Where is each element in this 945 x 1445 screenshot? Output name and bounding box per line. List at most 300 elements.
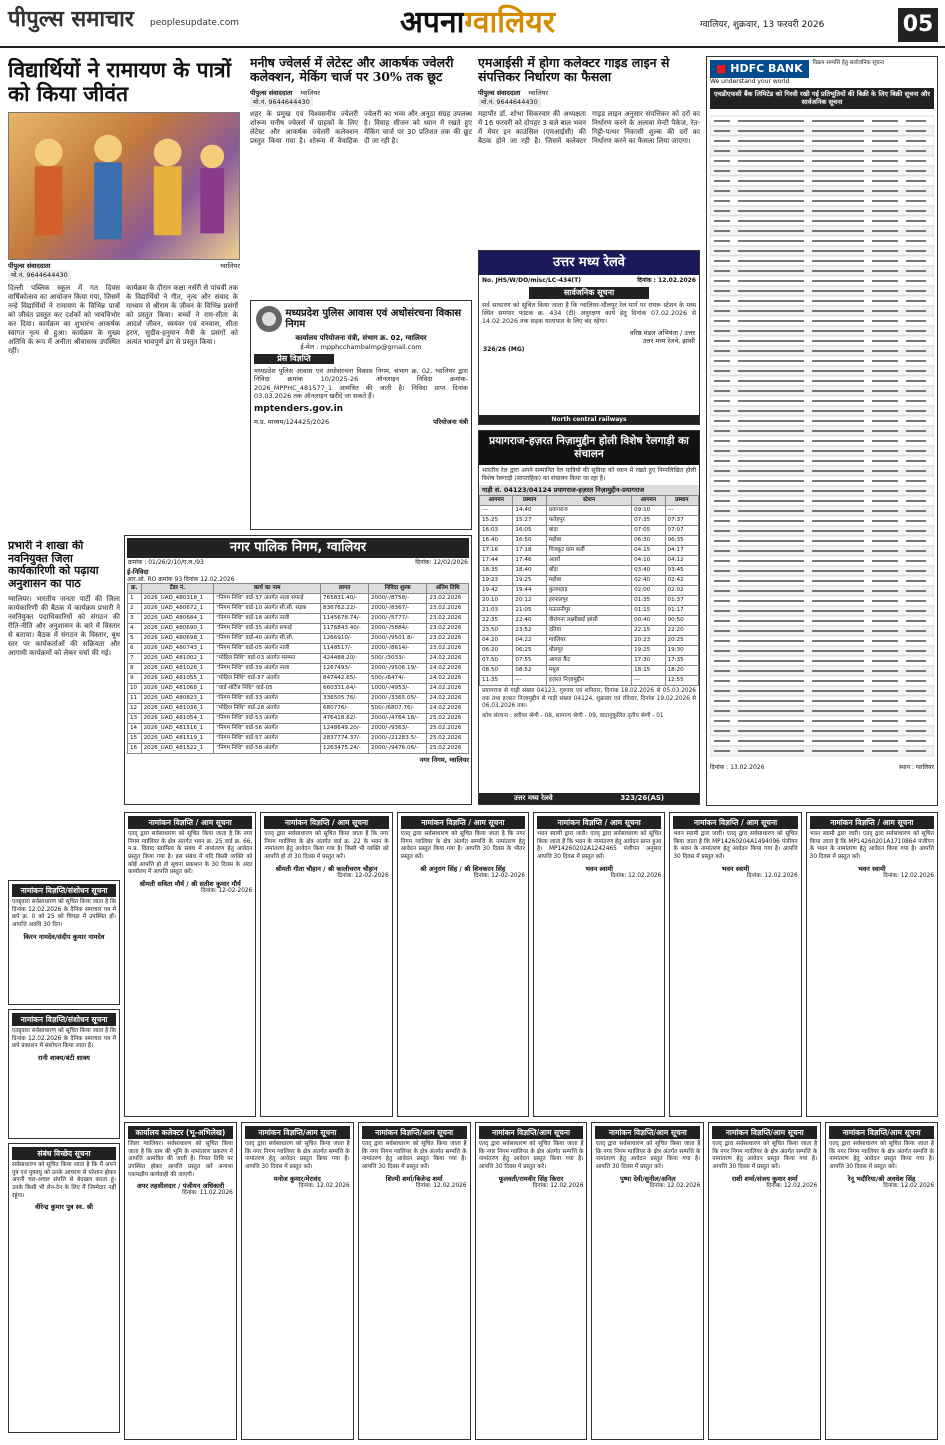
table-cell: 24.02.2026	[427, 694, 469, 704]
table-cell: 24.02.2026	[427, 654, 469, 664]
notice-title: नामांकन विज्ञप्ति/आम सूचना	[595, 1126, 700, 1139]
hdfc-table-text-line	[714, 560, 730, 562]
newspaper-logo: पीपुल्स समाचार	[8, 6, 134, 32]
hdfc-table-text-line	[872, 240, 898, 242]
notice-title: नामांकन विज्ञप्ति/संशोधन सूचना	[12, 1013, 116, 1026]
notice-body: सर्वसाधारण को सूचित किया जाता है कि मैं अपने पुत्र एवं पुत्रवधु को उनके आचरण से परेशान होकर अपनी चल-अचल संपत्ति से बेदखल करता हूं। उनके किसी भी लेन-देन के लिए मैं जिम्मेदार नहीं रहूंगा।	[12, 1162, 116, 1199]
classified-notice	[124, 812, 256, 1117]
notice-title: नामांकन विज्ञप्ति/आम सूचना	[712, 1126, 817, 1139]
hdfc-table-text-line	[872, 730, 898, 732]
hdfc-table-text-line	[906, 700, 926, 702]
hdfc-table-text-line	[872, 210, 898, 212]
hdfc-table-text-line	[738, 140, 804, 142]
table-cell: महोबा	[546, 575, 631, 585]
table-cell: 2026_UAD_481054_1	[141, 714, 214, 724]
notice-body: एतद् द्वारा सर्वसाधारण को सूचित किया जाता है कि नगर निगम ग्वालियर के क्षेत्र अंतर्गत सम्पत्ति के नामांतरण हेतु आवेदन प्रस्तुत किया गया है। आपत्ति 30 दिवस में प्रस्तुत करें।	[478, 1141, 584, 1170]
table-row	[480, 525, 699, 535]
table-cell: 23.02.2026	[427, 614, 469, 624]
hdfc-table-text-line	[714, 330, 730, 332]
table-cell: प्रयागराज	[546, 505, 631, 515]
table-cell: 4	[128, 624, 142, 634]
table-cell: 01:35	[632, 595, 665, 605]
hdfc-table-text-line	[738, 380, 804, 382]
hdfc-table-text-line	[738, 710, 804, 712]
table-cell: 04:10	[632, 555, 665, 565]
table-row	[128, 674, 469, 684]
table-cell: 500/-/6474/-	[368, 674, 426, 684]
hdfc-table-text-line	[738, 450, 804, 452]
hdfc-table-text-line	[906, 450, 926, 452]
table-cell: 08:50	[480, 665, 513, 675]
hdfc-table-text-line	[714, 500, 730, 502]
hdfc-table-text-line	[872, 380, 898, 382]
hdfc-table-text-line	[738, 240, 804, 242]
classified-notice	[397, 812, 529, 1117]
table-cell: 06:35	[665, 535, 698, 545]
hdfc-table-text-line	[738, 600, 804, 602]
hdfc-table-text-line	[812, 230, 864, 232]
notice-signatory: श्री अनुराग सिंह / श्री शिवकरन सिंह	[420, 864, 506, 873]
hdfc-table-text-line	[872, 720, 898, 722]
table-header-cell: प्रस्थान	[513, 495, 546, 505]
hdfc-table-text-line	[812, 540, 864, 542]
hdfc-table-text-line	[906, 740, 926, 742]
hdfc-table-text-line	[872, 270, 898, 272]
notice-title: नामांकन विज्ञप्ति/आम सूचना	[479, 1126, 584, 1139]
hdfc-table-text-line	[738, 640, 804, 642]
notice-date: दिनांक: 12.02.2026	[883, 1182, 935, 1189]
hdfc-table-text-line	[714, 680, 730, 682]
table-cell: 2000/-/4764.18/-	[368, 714, 426, 724]
hdfc-table-text-line	[906, 670, 926, 672]
notice-signatory: परियोजना यंत्री	[433, 417, 468, 426]
table-cell: "निगम निधि" वार्ड-35 अंतर्गत सफाई	[214, 624, 321, 634]
notice-body: भवन स्वामी द्वारा जारी। एतद् द्वारा सर्वसाधारण को सूचित किया जाता है कि भवन के नामांतरण हेतु आवेदन प्राप्त हुआ है। MP14260202A1242465 पंजीयन अनुसार आपत्ति 30 दिवस में प्रस्तुत करें।	[536, 831, 662, 860]
hdfc-table-text-line	[906, 650, 926, 652]
table-header-cell: निविदा शुल्क	[368, 584, 426, 594]
hdfc-table-text-line	[738, 730, 804, 732]
press-label: प्रेस विज्ञप्ति	[254, 354, 334, 364]
hdfc-table-text-line	[906, 430, 926, 432]
hdfc-table-text-line	[738, 170, 804, 172]
table-row	[480, 675, 699, 685]
hdfc-table-text-line	[714, 260, 730, 262]
hdfc-table-text-line	[812, 270, 864, 272]
hdfc-table-text-line	[872, 470, 898, 472]
hdfc-table-text-line	[872, 560, 898, 562]
table-row	[480, 635, 699, 645]
hdfc-table-text-line	[714, 390, 730, 392]
classified-notice	[806, 812, 938, 1117]
hdfc-table-text-line	[714, 740, 730, 742]
notice-title: नामांकन विज्ञप्ति/संशोधन सूचना	[12, 884, 116, 897]
table-row	[128, 644, 469, 654]
hdfc-table-text-line	[906, 690, 926, 692]
table-cell: 1267493/-	[321, 664, 369, 674]
table-cell: 07:55	[513, 655, 546, 665]
tender-title: ई-निविदा	[127, 567, 149, 576]
hdfc-table-text-line	[872, 740, 898, 742]
table-cell: हरपालपुर	[546, 595, 631, 605]
rail-header: उत्तर मध्य रेलवे	[479, 251, 699, 275]
hdfc-table-text-line	[872, 250, 898, 252]
tender-table	[127, 583, 469, 754]
hdfc-table-text-line	[872, 230, 898, 232]
table-cell: 500/-/3033/-	[368, 654, 426, 664]
table-cell: 24.02.2026	[427, 684, 469, 694]
classified-notice	[669, 812, 801, 1117]
table-row	[128, 634, 469, 644]
reporter-mobile: मो.नं. 9644644430	[8, 270, 71, 280]
hdfc-table-text-line	[872, 690, 898, 692]
hdfc-table-text-line	[738, 750, 804, 752]
hdfc-table-text-line	[906, 370, 926, 372]
hdfc-table-text-line	[738, 340, 804, 342]
table-cell: "मोहिल निधि" वार्ड-03 अंतर्गत मरम्मत	[214, 654, 321, 664]
hdfc-notice-body-graphic	[710, 112, 934, 762]
hdfc-table-text-line	[714, 700, 730, 702]
hdfc-table-text-line	[812, 570, 864, 572]
hdfc-table-text-line	[812, 280, 864, 282]
table-cell: 1266910/-	[321, 634, 369, 644]
table-cell: "निगम निधि" वार्ड-37 अंतर्गत नाला सफाई	[214, 594, 321, 604]
notice-signatory: श्रीमती गीता चौहान / श्री कालीचरण चौहान	[275, 864, 378, 873]
notice-signatory: रानी शाक्य/बंटी शाक्य	[38, 1053, 90, 1062]
hdfc-table-text-line	[738, 460, 804, 462]
hdfc-table-text-line	[714, 610, 730, 612]
table-cell: 14	[128, 724, 142, 734]
table-cell: 19:44	[513, 585, 546, 595]
hdfc-table-text-line	[714, 200, 730, 202]
table-row	[480, 535, 699, 545]
table-cell: 3	[128, 614, 142, 624]
table-cell: 07:37	[665, 515, 698, 525]
hdfc-table-text-line	[714, 730, 730, 732]
hdfc-table-text-line	[738, 290, 804, 292]
table-cell: "निगम निधि" वार्ड-18 अंतर्गत नाली	[214, 614, 321, 624]
hdfc-table-text-line	[906, 420, 926, 422]
table-cell: 2000/-/5777/-	[368, 614, 426, 624]
hdfc-table-text-line	[738, 570, 804, 572]
table-cell: 04:17	[665, 545, 698, 555]
hdfc-table-text-line	[714, 690, 730, 692]
table-cell: 2026_UAD_481036_1	[141, 704, 214, 714]
table-cell: 25.02.2026	[427, 724, 469, 734]
hdfc-table-text-line	[872, 480, 898, 482]
table-cell: "वार्ड शॉर्टेज निधि" वार्ड-05	[214, 684, 321, 694]
table-cell: दतिया	[546, 625, 631, 635]
hdfc-table-text-line	[872, 340, 898, 342]
notice-signatory: फूलवती/रामवीर सिंह किरार	[498, 1174, 564, 1183]
table-row	[480, 665, 699, 675]
notice-signatory: भवन स्वामी	[585, 864, 613, 873]
notice-signatory: किरन नामदेव/संदीप कुमार नामदेव	[23, 932, 105, 941]
notice-date: दिनांक: 12.02.2026	[883, 872, 934, 879]
classified-notice	[358, 1122, 471, 1440]
hdfc-table-text-line	[906, 640, 926, 642]
hdfc-sale-notice	[706, 56, 938, 806]
table-cell: 12:55	[665, 675, 698, 685]
police-emblem-icon	[254, 304, 282, 334]
table-cell: ---	[480, 505, 513, 515]
hdfc-table-text-line	[738, 740, 804, 742]
hdfc-table-text-line	[872, 650, 898, 652]
hdfc-table-text-line	[738, 200, 804, 202]
table-cell: "निगम निधि" वार्ड-39 अंतर्गत नाला	[214, 664, 321, 674]
classified-notice	[825, 1122, 938, 1440]
hdfc-table-text-line	[738, 560, 804, 562]
classified-notice	[124, 1122, 237, 1440]
hdfc-table-text-line	[872, 310, 898, 312]
hdfc-table-text-line	[906, 520, 926, 522]
table-cell: 2026_UAD_481026_1	[141, 664, 214, 674]
hdfc-table-text-line	[872, 700, 898, 702]
table-row	[128, 614, 469, 624]
table-cell: 24.02.2026	[427, 664, 469, 674]
hdfc-table-text-line	[872, 520, 898, 522]
notice-code: म.प्र. माध्यम/124425/2026	[254, 417, 330, 426]
hdfc-table-text-line	[872, 400, 898, 402]
hdfc-table-text-line	[872, 450, 898, 452]
hdfc-table-text-line	[812, 600, 864, 602]
hdfc-table-text-line	[872, 350, 898, 352]
table-header-cell: अंतिम तिथि	[427, 584, 469, 594]
tender-site[interactable]: mptenders.gov.in	[254, 403, 344, 414]
table-cell: 07:50	[480, 655, 513, 665]
photo-city: ग्वालियर	[220, 262, 240, 271]
table-cell: 2026_UAD_480690_1	[141, 624, 214, 634]
notice-title: नामांकन विज्ञप्ति / आम सूचना	[264, 816, 388, 829]
hdfc-table-text-line	[812, 180, 864, 182]
table-cell: बाँदा	[546, 565, 631, 575]
hdfc-table-text-line	[906, 460, 926, 462]
table-cell: 23:50	[480, 625, 513, 635]
hdfc-table-text-line	[738, 300, 804, 302]
table-cell: 660331.64/-	[321, 684, 369, 694]
table-cell: 16	[128, 744, 142, 754]
notice-email[interactable]: ई-मेल : mpphcchambalmp@gmail.com	[300, 342, 422, 351]
hdfc-table-text-line	[714, 650, 730, 652]
notice-signatory: पुष्पा देवी/सुनील/अनिल	[620, 1174, 676, 1183]
table-row	[480, 615, 699, 625]
hdfc-table-text-line	[872, 620, 898, 622]
hdfc-table-text-line	[872, 200, 898, 202]
hdfc-table-text-line	[714, 490, 730, 492]
hdfc-table-text-line	[812, 680, 864, 682]
table-row	[128, 654, 469, 664]
hdfc-table-text-line	[872, 180, 898, 182]
hdfc-table-text-line	[906, 470, 926, 472]
table-cell: फतेहपुर	[546, 515, 631, 525]
table-header-cell: आगमन	[632, 495, 665, 505]
hdfc-table-text-line	[714, 300, 730, 302]
table-cell: 19:42	[480, 585, 513, 595]
table-cell: "मोहिल निधि" वार्ड-37 अंतर्गत	[214, 674, 321, 684]
hdfc-logo: ■ HDFC BANK	[710, 60, 809, 78]
notice-signatory: श्रीमती सविता मौर्य / श्री सतीश कुमार मौर्य	[139, 879, 241, 888]
table-header-cell: कार्य का नाम	[214, 584, 321, 594]
hdfc-table-text-line	[714, 520, 730, 522]
classified-notice	[241, 1122, 354, 1440]
hdfc-table-text-line	[714, 350, 730, 352]
table-cell: चित्रकूट धाम कर्वी	[546, 545, 631, 555]
hdfc-table-text-line	[812, 240, 864, 242]
hdfc-table-text-line	[738, 150, 804, 152]
table-cell: 03:40	[632, 565, 665, 575]
hdfc-table-text-line	[714, 530, 730, 532]
hdfc-table-text-line	[738, 120, 804, 122]
notice-date: दिनांक: 12.02.2026	[610, 872, 662, 879]
hdfc-table-text-line	[872, 570, 898, 572]
hdfc-table-text-line	[906, 340, 926, 342]
hdfc-table-text-line	[812, 320, 864, 322]
train-schedule-note: प्रयागराज से गाड़ी संख्या 04123, गुरुवार एवं शनिवार, दिनांक 18.02.2026 से 05.03.2026 तक तथा हज़रत निज़ामुद्दीन से गाड़ी संख्या 04124, शुक्रवार एवं रविवार, दिनांक 19.02.2026 से 06.03.2026 तक।	[482, 687, 696, 710]
hdfc-table-text-line	[812, 130, 864, 132]
hdfc-table-text-line	[714, 230, 730, 232]
story-body-col1: दिल्ली पब्लिक स्कूल में गत दिवस वार्षिकोत्सव का आयोजन किया गया, जिसमें नन्हे विद्यार्थियों ने रामायण के विभिन्न पात्रों को जीवंत प्रस्तुत कर दर्शकों को भावविभोर कर दिया। कार्यक्रम का शुभारंभ आकर्षक स्वागत नृत्य से हुआ। कार्यक्रम के मुख्य अतिथि के रूप में अनीता श्रीवास्तव उपस्थित रहीं।	[8, 283, 120, 356]
notice-body: भवन स्वामी द्वारा जारी। एतद् द्वारा सर्वसाधारण को सूचित किया जाता है कि MP14260201A1710864 पंजीयन के भवन के नामांतरण हेतु आवेदन किया गया है। आपत्ति 30 दिवस में प्रस्तुत करें।	[809, 831, 934, 860]
table-row	[480, 655, 699, 665]
hdfc-table-text-line	[872, 300, 898, 302]
hdfc-table-text-line	[906, 280, 926, 282]
hdfc-table-text-line	[714, 250, 730, 252]
table-cell: 2026_UAD_481516_1	[141, 724, 214, 734]
hdfc-table-text-line	[738, 410, 804, 412]
table-cell: 12	[128, 704, 142, 714]
notice-date: दिनांक: 12.02.2026	[415, 1182, 467, 1189]
story-mic	[478, 56, 700, 246]
table-row	[480, 605, 699, 615]
table-row	[128, 744, 469, 754]
hdfc-table-text-line	[714, 410, 730, 412]
hdfc-table-text-line	[812, 750, 864, 752]
notice-title: नामांकन विज्ञप्ति / आम सूचना	[673, 816, 797, 829]
table-row	[480, 575, 699, 585]
train-intro: भारतीय रेल द्वारा अपने सम्मानित रेल यात्रियों की सुविधा को ध्यान में रखते हुए निम्नलिखित होली विशेष रेलगाड़ी (साप्ताहिक) का संचालन किया जा रहा है।	[482, 467, 696, 483]
table-cell: 25.02.2026	[427, 714, 469, 724]
hdfc-table-text-line	[812, 120, 864, 122]
hdfc-table-text-line	[872, 640, 898, 642]
table-cell: 16:50	[513, 535, 546, 545]
hdfc-table-text-line	[906, 660, 926, 662]
hdfc-table-text-line	[714, 160, 730, 162]
hdfc-table-text-line	[812, 420, 864, 422]
table-cell: 23:52	[513, 625, 546, 635]
hdfc-table-text-line	[812, 660, 864, 662]
table-cell: 04:22	[513, 635, 546, 645]
hdfc-table-text-line	[872, 150, 898, 152]
hdfc-table-text-line	[738, 440, 804, 442]
classified-notice	[260, 812, 392, 1117]
notice-title: संबंध विच्छेद सूचना	[12, 1147, 116, 1160]
table-cell: 01:37	[665, 595, 698, 605]
table-cell: 11:35	[480, 675, 513, 685]
table-cell: 500/-/6807.76/-	[368, 704, 426, 714]
hdfc-table-text-line	[714, 580, 730, 582]
hdfc-table-text-line	[906, 400, 926, 402]
table-cell: 2026_UAD_480318_1	[141, 594, 214, 604]
notice-body: एतद्द्वारा सर्वसाधारण को सूचित किया जाता है कि दिनांक 12.02.2026 के दैनिक समाचार पत्र में छपे क्र. 0 को 25 को चिपडा में उपस्थित हों। आपत्ति अवधि 30 दिन।	[12, 899, 116, 928]
table-cell: कुलपहाड़	[546, 585, 631, 595]
hdfc-table-text-line	[906, 320, 926, 322]
notice-title: नामांकन विज्ञप्ति/आम सूचना	[829, 1126, 934, 1139]
hdfc-table-text-line	[738, 420, 804, 422]
notice-title: मध्यप्रदेश पुलिस आवास एवं अधोसंरचना विकास निगम	[285, 307, 462, 330]
hdfc-table-text-line	[738, 580, 804, 582]
hdfc-table-text-line	[714, 570, 730, 572]
hdfc-table-text-line	[812, 620, 864, 622]
train-footer	[479, 793, 699, 804]
table-row	[480, 645, 699, 655]
notice-date: दिनांक: 12.02.2026	[746, 872, 798, 879]
hdfc-table-text-line	[906, 580, 926, 582]
hdfc-table-text-line	[714, 170, 730, 172]
hdfc-table-text-line	[812, 290, 864, 292]
table-cell: 23.02.2026	[427, 604, 469, 614]
hdfc-table-text-line	[872, 390, 898, 392]
hdfc-table-text-line	[714, 220, 730, 222]
table-row	[128, 664, 469, 674]
table-cell: 02:00	[632, 585, 665, 595]
hdfc-table-text-line	[714, 430, 730, 432]
notice-date: दिनांक: 12.02.2026	[766, 1182, 818, 1189]
table-cell: 04:12	[665, 555, 698, 565]
table-cell: 24.02.2026	[427, 704, 469, 714]
tender-signatory: नगर निगम, ग्वालियर	[419, 756, 469, 765]
table-cell: 17:16	[480, 545, 513, 555]
notice-row-1	[124, 812, 938, 1117]
story-body: ग्वालियर। भारतीय जनता पार्टी की जिला कार्यकारिणी की बैठक में कार्यक्रम प्रभारी ने नवनियुक्त पदाधिकारियों को संगठन की रीति-नीति और अनुशासन के बारे में विस्तार से बताया। बैठक में संगठन के विस्तार, बूथ स्तर पर कार्यकर्ताओं की सक्रियता और आगामी कार्यक्रमों को लेकर चर्चा की गई।	[8, 594, 120, 658]
hdfc-table-text-line	[872, 490, 898, 492]
table-cell: धौलपुर	[546, 645, 631, 655]
hdfc-date: दिनांक : 13.02.2026	[710, 764, 765, 772]
hdfc-table-text-line	[738, 670, 804, 672]
table-row	[128, 714, 469, 724]
hdfc-table-text-line	[714, 460, 730, 462]
hdfc-table-text-line	[812, 190, 864, 192]
hdfc-table-text-line	[738, 660, 804, 662]
hdfc-table-text-line	[872, 220, 898, 222]
hdfc-table-text-line	[812, 140, 864, 142]
hdfc-table-text-line	[738, 190, 804, 192]
hdfc-table-text-line	[872, 630, 898, 632]
rail-footer: North central railways	[479, 415, 699, 425]
hdfc-table-text-line	[812, 150, 864, 152]
hdfc-table-text-line	[714, 670, 730, 672]
hdfc-table-text-line	[812, 330, 864, 332]
table-cell: 2000/-/21283.5/-	[368, 734, 426, 744]
name-change-notice-2	[8, 1009, 120, 1139]
table-cell: अतर्रा	[546, 555, 631, 565]
table-row	[128, 694, 469, 704]
table-cell: 1000/-/4953/-	[368, 684, 426, 694]
website-link[interactable]: peoplesupdate.com	[150, 18, 239, 28]
table-cell: 23.02.2026	[427, 644, 469, 654]
notice-signatory: भवन स्वामी	[858, 864, 886, 873]
table-cell: 02:40	[632, 575, 665, 585]
notice-date: दिनांक : 12.02.2026	[637, 277, 696, 285]
notice-title: कार्यालय कलेक्टर (भू-अभिलेख)	[128, 1126, 233, 1139]
table-row	[128, 604, 469, 614]
table-cell: 1263475.24/-	[321, 744, 369, 754]
photo-caption: पीपुल्स संवाददाता	[8, 262, 51, 271]
table-cell: 2000/-/3365.05/-	[368, 694, 426, 704]
hdfc-tagline: We understand your world	[710, 77, 790, 85]
hdfc-table-text-line	[872, 530, 898, 532]
table-cell: मऊरानीपुर	[546, 605, 631, 615]
hdfc-table-text-line	[812, 360, 864, 362]
hdfc-table-text-line	[906, 500, 926, 502]
